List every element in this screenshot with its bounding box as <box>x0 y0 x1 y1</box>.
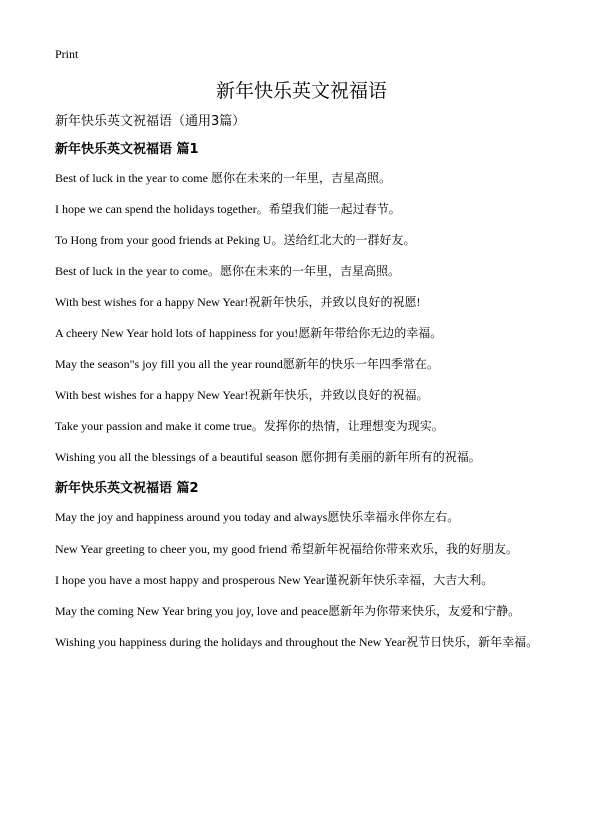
paragraph: Best of luck in the year to come 愿你在未来的一年里，吉星高照。 <box>55 171 391 185</box>
paragraph: Wishing you all the blessings of a beautiful season 愿你拥有美丽的新年所有的祝福。 <box>55 450 481 464</box>
section-heading: 新年快乐英文祝福语 篇1 <box>55 142 199 157</box>
page-subtitle: 新年快乐英文祝福语（通用3篇） <box>55 114 246 129</box>
page-title: 新年快乐英文祝福语 <box>215 80 387 102</box>
section-2 <box>55 480 548 651</box>
paragraph: A cheery New Year hold lots of happiness for you!愿新年带给你无边的幸福。 <box>55 326 443 340</box>
paragraph: May the joy and happiness around you today and always愿快乐幸福永伴你左右。 <box>55 510 460 524</box>
paragraph: With best wishes for a happy New Year!祝新年快乐，并致以良好的祝愿! <box>55 295 421 309</box>
paragraph: Take your passion and make it come true。发挥你的热情，让理想变为现实。 <box>55 419 444 433</box>
paragraph: I hope you have a most happy and prosperous New Year谨祝新年快乐幸福，大吉大利。 <box>55 573 494 587</box>
paragraph: To Hong from your good friends at Peking U。送给红北大的一群好友。 <box>55 233 416 247</box>
print-label[interactable]: Print <box>55 47 79 61</box>
paragraph: May the season"s joy fill you all the year round愿新年的快乐一年四季常在。 <box>55 357 439 371</box>
paragraph: I hope we can spend the holidays together。希望我们能一起过春节。 <box>55 202 401 216</box>
paragraph: With best wishes for a happy New Year!祝新年快乐，并致以良好的祝福。 <box>55 388 429 402</box>
paragraph: New Year greeting to cheer you, my good friend 希望新年祝福给你带来欢乐，我的好朋友。 <box>55 542 518 556</box>
section-heading: 新年快乐英文祝福语 篇2 <box>55 481 199 496</box>
paragraph: Wishing you happiness during the holidays and throughout the New Year祝节日快乐，新年幸福。 <box>55 635 539 649</box>
paragraph: Best of luck in the year to come。愿你在未来的一年里，吉星高照。 <box>55 264 400 278</box>
paragraph: May the coming New Year bring you joy, love and peace愿新年为你带来快乐，友爱和宁静。 <box>55 604 521 618</box>
section-1 <box>55 141 548 466</box>
